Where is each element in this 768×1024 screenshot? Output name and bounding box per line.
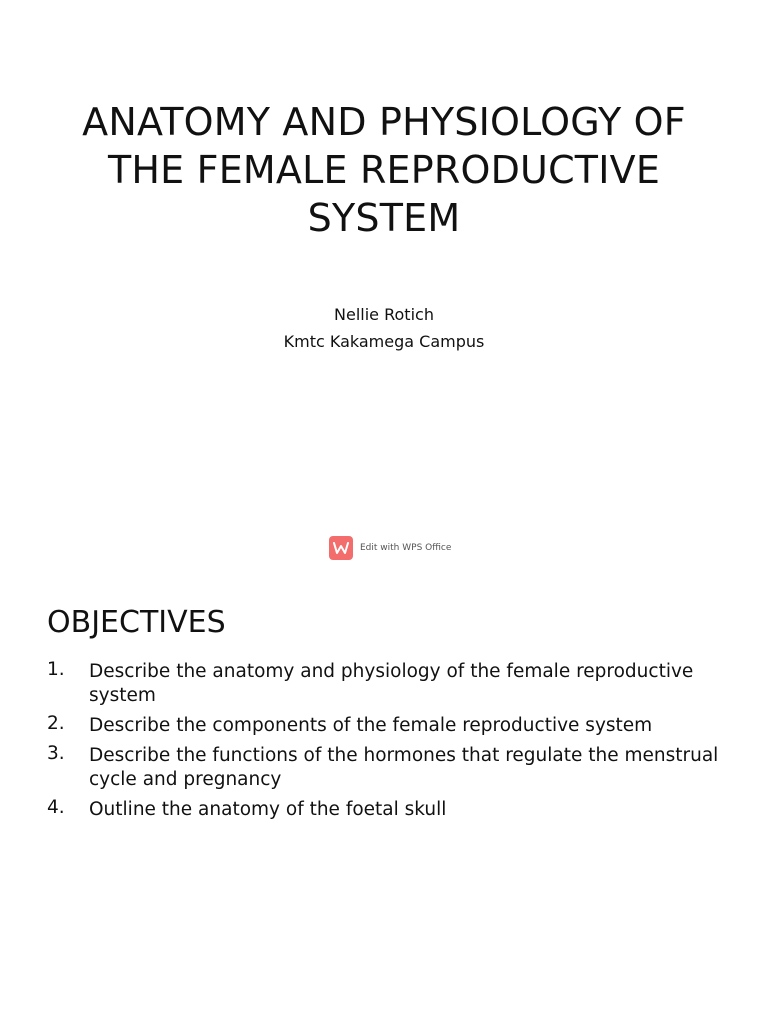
objective-number: 1. <box>47 659 65 680</box>
objective-text: Describe the functions of the hormones that regulate the menstrual cycle and pregnancy <box>89 745 719 790</box>
objective-number: 2. <box>47 713 65 734</box>
objectives-heading: OBJECTIVES <box>47 605 226 640</box>
objective-item <box>47 744 727 792</box>
objective-text: Describe the anatomy and physiology of the female reproductive system <box>89 661 694 706</box>
wps-edit-badge[interactable] <box>329 536 451 560</box>
objective-item <box>47 798 727 822</box>
objective-text: Describe the components of the female reproductive system <box>89 715 653 736</box>
author-name: Nellie Rotich <box>334 305 434 324</box>
wps-badge-label: Edit with WPS Office <box>360 543 452 553</box>
slide-title: ANATOMY AND PHYSIOLOGY OF THE FEMALE REPRODUCTIVE SYSTEM <box>82 100 686 240</box>
wps-logo-glyph <box>333 541 349 555</box>
objective-item <box>47 714 727 738</box>
objectives-slide <box>0 576 768 1024</box>
objectives-list <box>47 660 727 828</box>
institution-name: Kmtc Kakamega Campus <box>283 332 485 351</box>
objective-number: 3. <box>47 743 65 764</box>
objective-item <box>47 660 727 708</box>
objective-text: Outline the anatomy of the foetal skull <box>89 799 447 820</box>
wps-logo-icon <box>329 536 353 560</box>
objective-number: 4. <box>47 797 65 818</box>
